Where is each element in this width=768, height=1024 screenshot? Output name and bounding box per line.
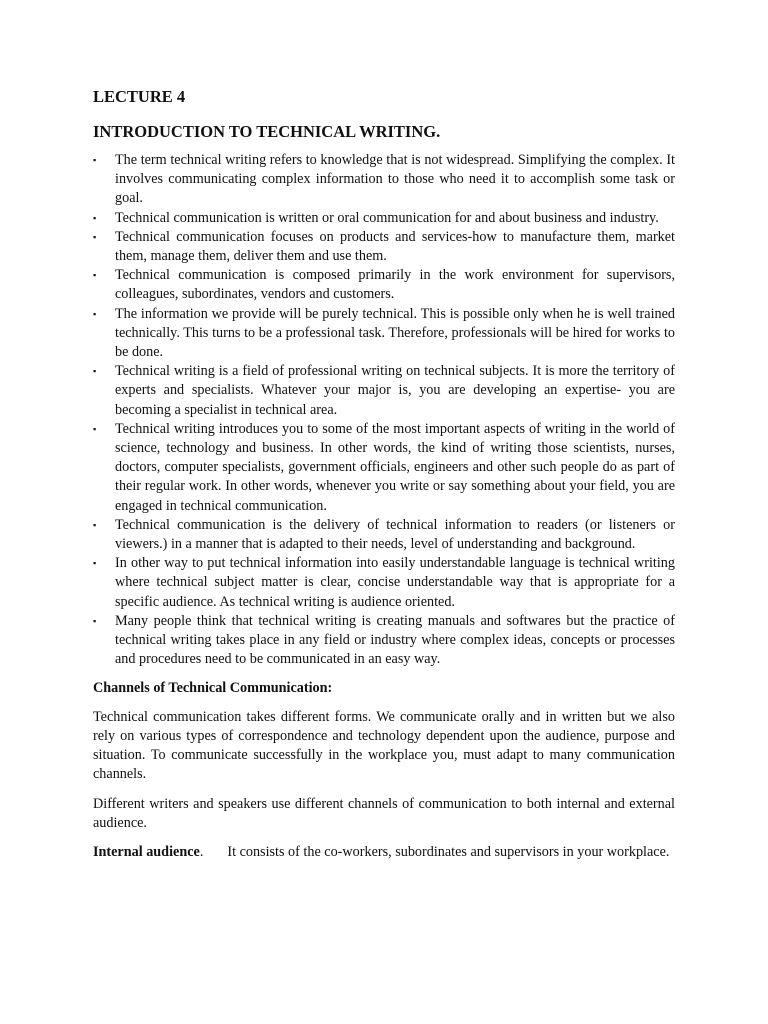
bullet-icon: ▪ [93, 366, 97, 377]
document-page [93, 86, 675, 872]
list-item-text: Technical communication is the delivery of technical information to readers (or listeners or viewers.) in a manner that is adapted to their needs, level of understanding and background. [115, 516, 675, 553]
list-item-text: In other way to put technical information into easily understandable language is technical writing where technical subject matter is clear, concise understandable way that is appropriate for a specific audience. As technical writing is audience oriented. [115, 555, 675, 610]
list-item [93, 420, 675, 516]
list-item-text: The information we provide will be purely technical. This is possible only when he is well trained technically. This turns to be a professional task. Therefore, professionals will be hired for works to be done. [115, 305, 675, 361]
channels-heading: Channels of Technical Communication: [93, 680, 333, 697]
list-item-text: The term technical writing refers to knowledge that is not widespread. Simplifying the complex. It involves communicating complex information to those who need it to accomplish some task or goal. [115, 152, 675, 207]
bullet-icon: ▪ [93, 155, 97, 165]
list-item [93, 554, 675, 612]
list-item-text: Technical communication is written or oral communication for and about business and industry. [115, 209, 659, 226]
channels-paragraph-1: Technical communication takes different forms. We communicate orally and in written but we also rely on various types of correspondence and technology dependent upon the audience, purpose and situation. To communicate successfully in the workplace you, must adapt to many communication channels. [93, 708, 675, 783]
bullet-icon: ▪ [93, 270, 97, 281]
bullet-icon: ▪ [93, 423, 97, 434]
list-item [93, 305, 675, 363]
channels-paragraph-2: Different writers and speakers use different channels of communication to both internal and external audience. [93, 795, 675, 831]
list-item [93, 362, 675, 420]
list-item-text: Technical writing is a field of professional writing on technical subjects. It is more the territory of experts and specialists. Whatever your major is, you are developing an expertise- you are becoming a specialist in technical area. [115, 363, 675, 418]
bullet-icon: ▪ [93, 308, 97, 319]
list-item [93, 266, 675, 304]
list-item [93, 228, 675, 266]
list-item [93, 516, 675, 554]
list-item-text: Technical communication focuses on products and services-how to manufacture them, market them, manage them, deliver them and use them. [115, 228, 675, 265]
bullet-icon: ▪ [93, 231, 97, 242]
bullet-list [93, 151, 675, 669]
internal-audience-text: It consists of the co-workers, subordinates and supervisors in your workplace. [227, 843, 670, 860]
page-title: INTRODUCTION TO TECHNICAL WRITING. [93, 122, 441, 141]
bullet-icon: ▪ [93, 519, 97, 530]
lecture-number: LECTURE 4 [93, 87, 186, 106]
list-item-text: Many people think that technical writing is creating manuals and softwares but the practice of technical writing takes place in any field or industry where complex ideas, concepts or processes and procedures need to be communicated in an easy way. [115, 612, 675, 668]
internal-audience-paragraph: Internal audience. It consists of the co-workers, subordinates and supervisors in your workplace. [93, 843, 670, 860]
bullet-icon: ▪ [93, 212, 97, 223]
internal-audience-term: Internal audience [93, 843, 200, 860]
list-item [93, 151, 675, 209]
bullet-icon: ▪ [93, 615, 97, 626]
bullet-icon: ▪ [93, 558, 97, 569]
list-item [93, 612, 675, 670]
list-item [93, 209, 675, 228]
list-item-text: Technical writing introduces you to some of the most important aspects of writing in the world of science, technology and business. In other words, the kind of writing those scientists, nurses, doctors, computer specialists, government officials, engineers and other such people do as part of their regular work. In other words, whenever you write or say something about your field, you are engaged in technical communication. [115, 420, 675, 514]
list-item-text: Technical communication is composed primarily in the work environment for supervisors, colleagues, subordinates, vendors and customers. [115, 267, 675, 303]
